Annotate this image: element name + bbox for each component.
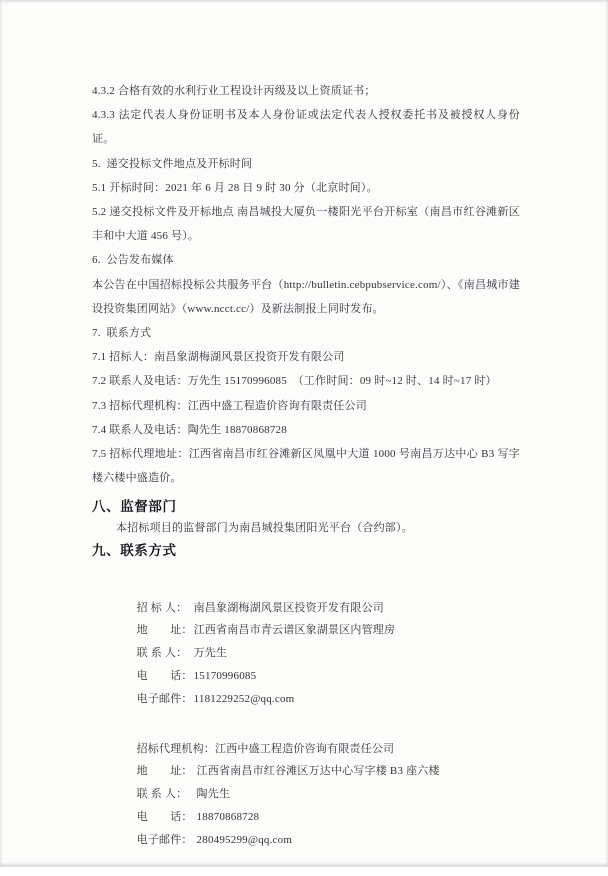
tenderer-name-value: 南昌象湖梅湖风景区投资开发有限公司	[193, 601, 385, 614]
tenderer-email-label: 电子邮件：	[136, 692, 193, 705]
section-5-heading: 5. 递交投标文件地点及开标时间	[92, 157, 253, 170]
agency-name-value: 江西中盛工程造价咨询有限责任公司	[215, 742, 395, 755]
section-8-body: 本招标项目的监督部门为南昌城投集团阳光平台（合约部）。	[116, 522, 413, 535]
clause-5-2: 5.2 递交投标文件及开标地点 南昌城投大厦负一楼阳光平台开标室（南昌市红谷滩新区丰和中大道 456 号）。	[92, 206, 520, 243]
agency-phone-label: 电 话：	[136, 811, 193, 824]
tenderer-contact-person-value: 万先生	[193, 647, 228, 660]
tenderer-address-label: 地 址：	[136, 624, 193, 637]
tenderer-phone-label: 电 话：	[136, 670, 193, 683]
agency-email-label: 电子邮件：	[136, 833, 193, 846]
section-6-body: 本公告在中国招标投标公共服务平台（http://bulletin.cebpubservice.com/）、《南昌城市建设投资集团网站》（www.ncct.cc/）及新法制报上同时发布。	[92, 278, 520, 315]
agency-phone-value: 18870868728	[193, 811, 260, 824]
agency-contact-person-label: 联 系 人：	[136, 788, 188, 801]
section-9-heading: 九、联系方式	[92, 543, 177, 559]
section-6-heading: 6. 公告发布媒体	[92, 254, 174, 267]
agency-email-value: 280495299@qq.com	[193, 833, 293, 846]
tenderer-contact-block	[113, 571, 520, 705]
agency-name-label: 招标代理机构：	[136, 742, 216, 755]
agency-contact-person-value: 陶先生	[193, 788, 231, 801]
agency-address-label: 地 址：	[136, 765, 193, 778]
tenderer-contact-person-label: 联 系 人：	[136, 647, 188, 660]
clause-4-3-2: 4.3.2 合格有效的水利行业工程设计丙级及以上资质证书；	[92, 85, 376, 97]
tenderer-phone-value: 15170996085	[193, 670, 257, 683]
document-content	[92, 79, 520, 846]
clause-4-3-3: 4.3.3 法定代表人身份证明书及本人身份证或法定代表人授权委托书及被授权人身份证。	[92, 109, 520, 146]
agency-address-value: 江西省南昌市红谷滩区万达中心写字楼 B3 座六楼	[193, 765, 440, 778]
tenderer-address-value: 江西省南昌市青云谱区象湖景区内管理房	[193, 624, 396, 637]
clause-7-2: 7.2 联系人及电话：万先生 15170996085 （工作时间：09 时~12 时、14 时~17 时）	[92, 375, 497, 388]
tenderer-name-row	[113, 571, 520, 614]
clause-5-1: 5.1 开标时间：2021 年 6 月 28 日 9 时 30 分（北京时间）。	[92, 181, 378, 194]
tenderer-name-label: 招 标 人：	[136, 601, 188, 614]
tenderer-email-value: 1181229252@qq.com	[193, 692, 295, 705]
clause-7-5: 7.5 招标代理地址：江西省南昌市红谷滩新区凤凰中大道 1000 号南昌万达中心 B3 写字楼六楼中盛造价。	[92, 448, 520, 485]
section-8-heading: 八、监督部门	[92, 499, 177, 515]
agency-contact-block	[113, 712, 520, 846]
clause-7-3: 7.3 招标代理机构：江西中盛工程造价咨询有限责任公司	[92, 399, 367, 412]
clause-7-4: 7.4 联系人及电话：陶先生 18870868728	[92, 423, 287, 436]
clause-7-1: 7.1 招标人：南昌象湖梅湖风景区投资开发有限公司	[92, 351, 345, 364]
agency-name-row	[113, 712, 520, 755]
section-7-heading: 7. 联系方式	[92, 327, 152, 340]
